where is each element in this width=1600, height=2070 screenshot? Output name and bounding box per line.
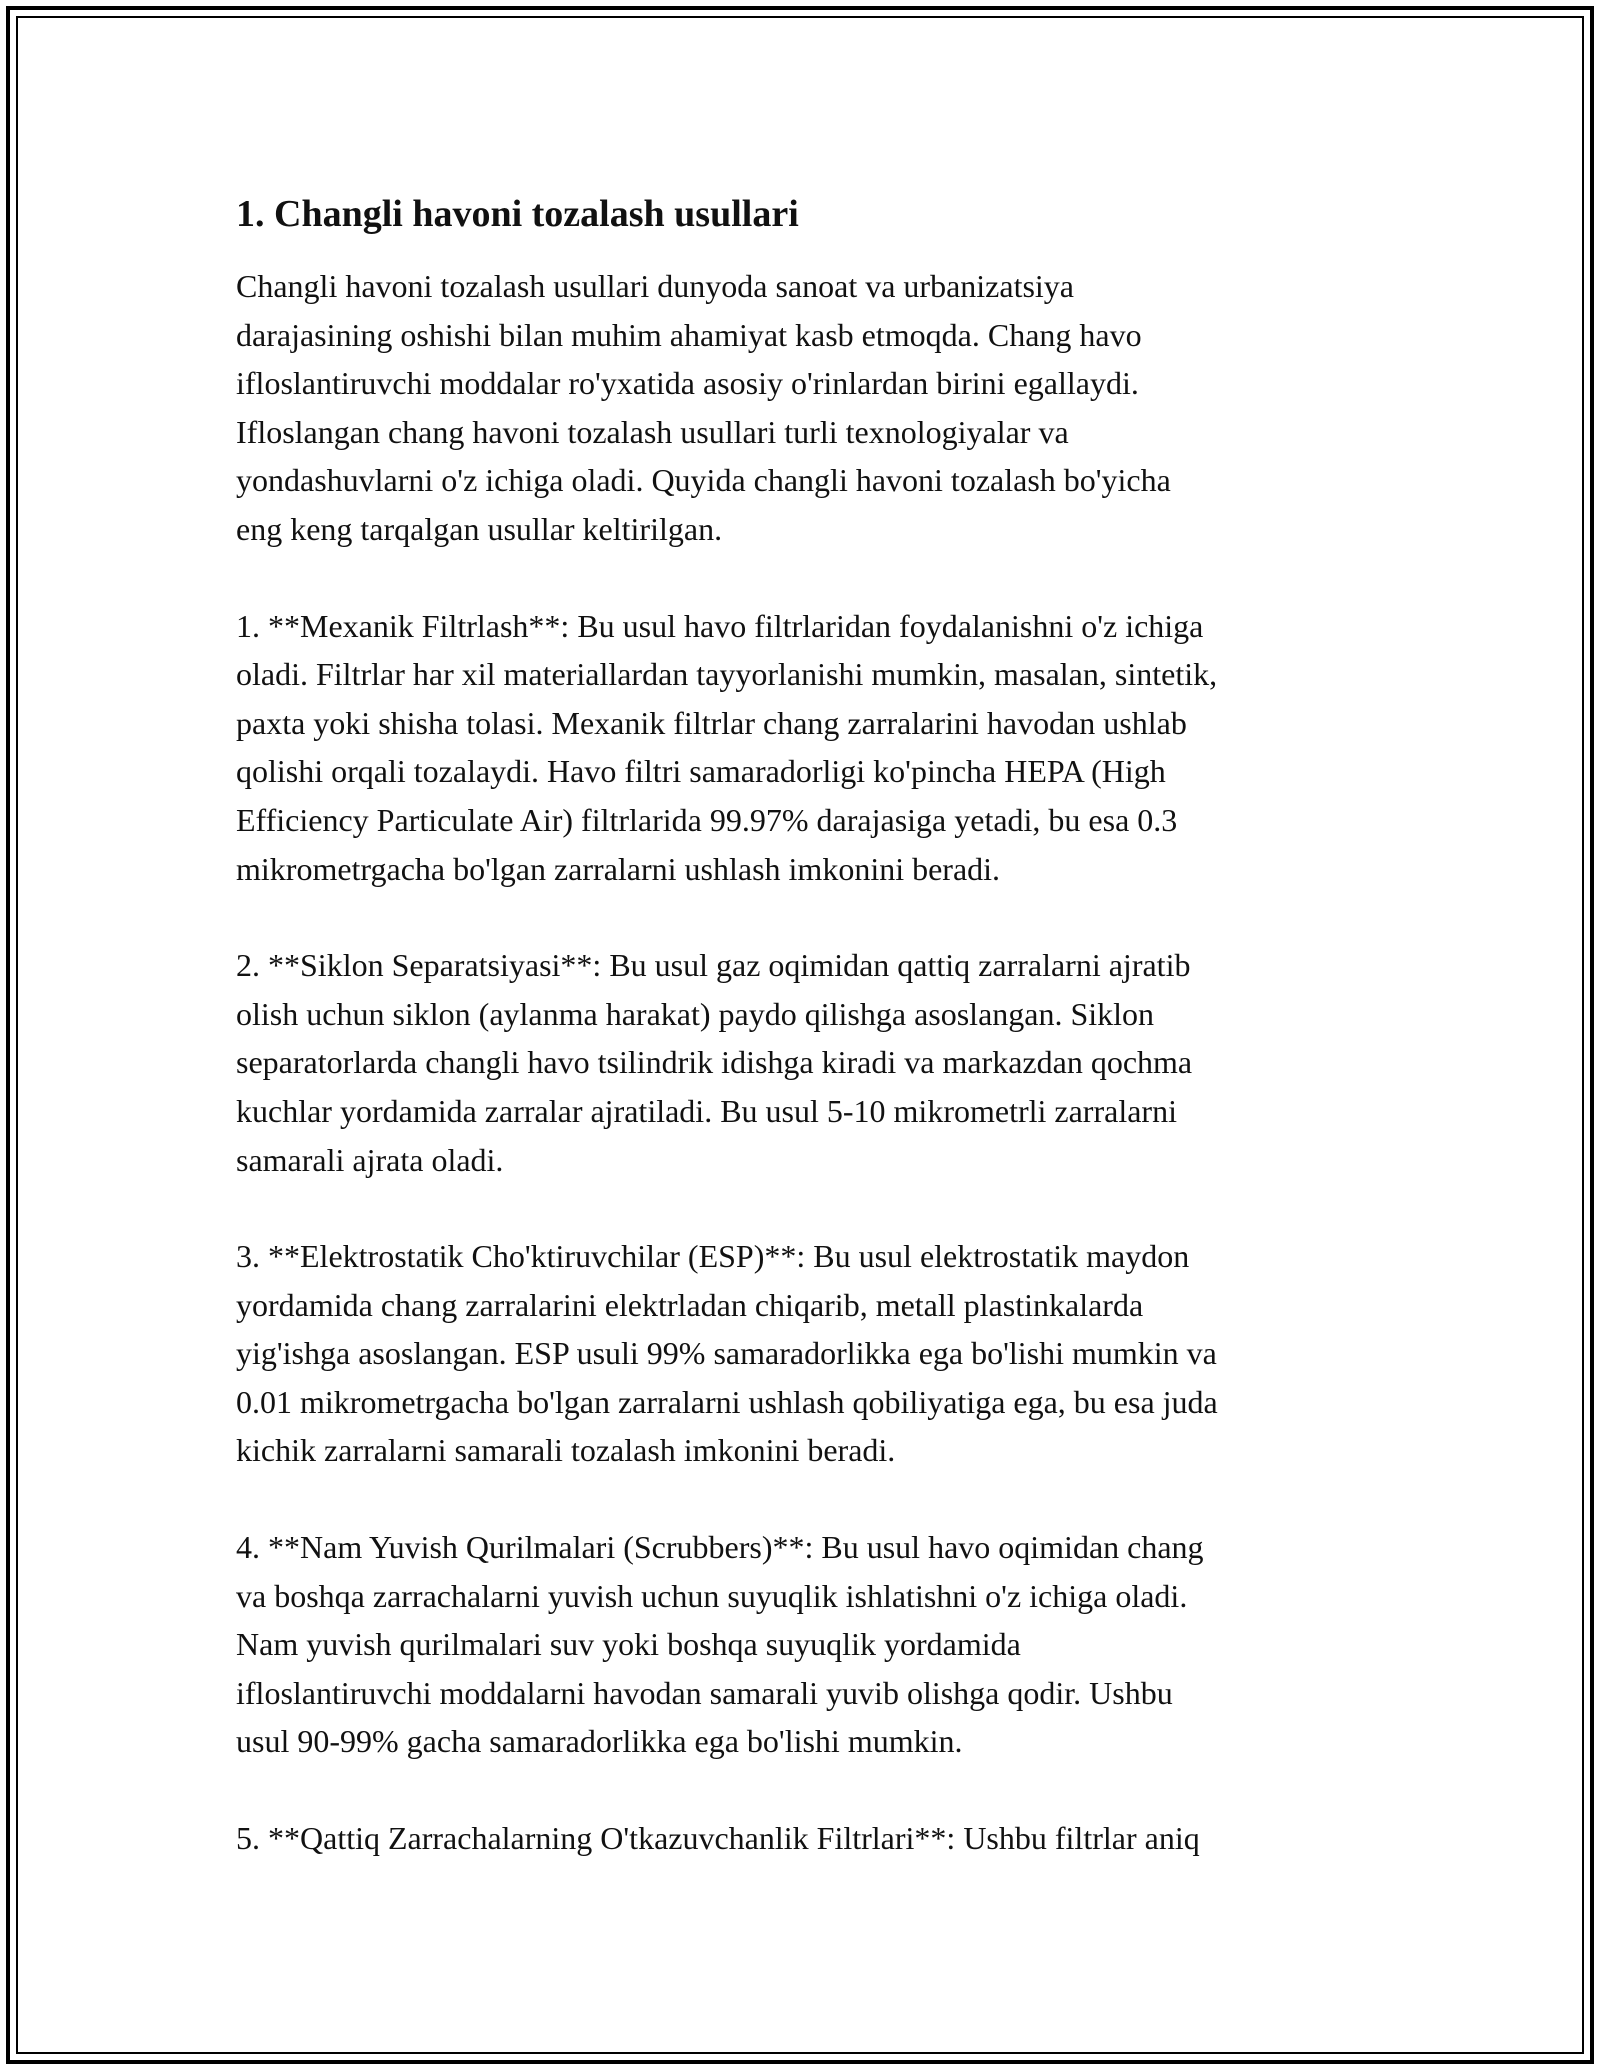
paragraph-cyclone-separation — [236, 941, 1366, 1184]
text-line: yondashuvlarni o'z ichiga oladi. Quyida changli havoni tozalash bo'yicha — [236, 462, 1171, 499]
text-line: eng keng tarqalgan usullar keltirilgan. — [236, 510, 723, 547]
text-line: kuchlar yordamida zarralar ajratiladi. Bu usul 5-10 mikrometrli zarralarni — [236, 1092, 1177, 1129]
text-line: ifloslantiruvchi moddalar ro'yxatida asosiy o'rinlardan birini egallaydi. — [236, 365, 1139, 402]
text-line: 5. **Qattiq Zarrachalarning O'tkazuvchanlik Filtrlari**: Ushbu filtrlar aniq — [236, 1820, 1200, 1857]
text-line: yig'ishga asoslangan. ESP usuli 99% samaradorlikka ega bo'lishi mumkin va — [236, 1335, 1217, 1372]
text-line: 3. **Elektrostatik Cho'ktiruvchilar (ESP)**: Bu usul elektrostatik maydon — [236, 1238, 1190, 1275]
text-line: paxta yoki shisha tolasi. Mexanik filtrlar chang zarralarini havodan ushlab — [236, 704, 1187, 741]
text-line: usul 90-99% gacha samaradorlikka ega bo'lishi mumkin. — [236, 1723, 963, 1760]
text-line: kichik zarralarni samarali tozalash imkonini beradi. — [236, 1432, 896, 1469]
text-line: yordamida chang zarralarini elektrladan chiqarib, metall plastinkalarda — [236, 1286, 1144, 1323]
paragraph-intro — [236, 262, 1366, 554]
text-line: ifloslantiruvchi moddalarni havodan samarali yuvib olishga qodir. Ushbu — [236, 1674, 1173, 1711]
text-line: darajasining oshishi bilan muhim ahamiyat kasb etmoqda. Chang havo — [236, 316, 1142, 353]
text-line: olish uchun siklon (aylanma harakat) paydo qilishga asoslangan. Siklon — [236, 995, 1155, 1032]
text-line: samarali ajrata oladi. — [236, 1141, 504, 1178]
text-line: 2. **Siklon Separatsiyasi**: Bu usul gaz oqimidan qattiq zarralarni ajratib — [236, 947, 1191, 984]
text-line: 0.01 mikrometrgacha bo'lgan zarralarni ushlash qobiliyatiga ega, bu esa juda — [236, 1383, 1218, 1420]
text-line: mikrometrgacha bo'lgan zarralarni ushlash imkonini beradi. — [236, 850, 1001, 887]
paragraph-mechanical-filtration — [236, 602, 1366, 894]
text-line: Ifloslangan chang havoni tozalash usullari turli texnologiyalar va — [236, 413, 1069, 450]
document-page — [236, 190, 1366, 1911]
paragraph-electrostatic-precipitators — [236, 1232, 1366, 1475]
text-line: separatorlarda changli havo tsilindrik idishga kiradi va markazdan qochma — [236, 1044, 1193, 1081]
text-line: va boshqa zarrachalarni yuvish uchun suyuqlik ishlatishni o'z ichiga oladi. — [236, 1577, 1188, 1614]
text-line: Efficiency Particulate Air) filtrlarida 99.97% darajasiga yetadi, bu esa 0.3 — [236, 801, 1178, 838]
text-line: oladi. Filtrlar har xil materiallardan tayyorlanishi mumkin, masalan, sintetik, — [236, 656, 1218, 693]
text-line: Changli havoni tozalash usullari dunyoda sanoat va urbanizatsiya — [236, 268, 1074, 304]
paragraph-wet-scrubbers — [236, 1523, 1366, 1766]
text-line: Nam yuvish qurilmalari suv yoki boshqa suyuqlik yordamida — [236, 1626, 1021, 1663]
text-line: 4. **Nam Yuvish Qurilmalari (Scrubbers)**: Bu usul havo oqimidan chang — [236, 1529, 1204, 1566]
text-line: qolishi orqali tozalaydi. Havo filtri samaradorligi ko'pincha HEPA (High — [236, 753, 1166, 790]
section-heading: 1. Changli havoni tozalash usullari — [236, 193, 799, 235]
text-line: 1. **Mexanik Filtrlash**: Bu usul havo filtrlaridan foydalanishni o'z ichiga — [236, 607, 1204, 644]
paragraph-particulate-filters — [236, 1814, 1366, 1863]
